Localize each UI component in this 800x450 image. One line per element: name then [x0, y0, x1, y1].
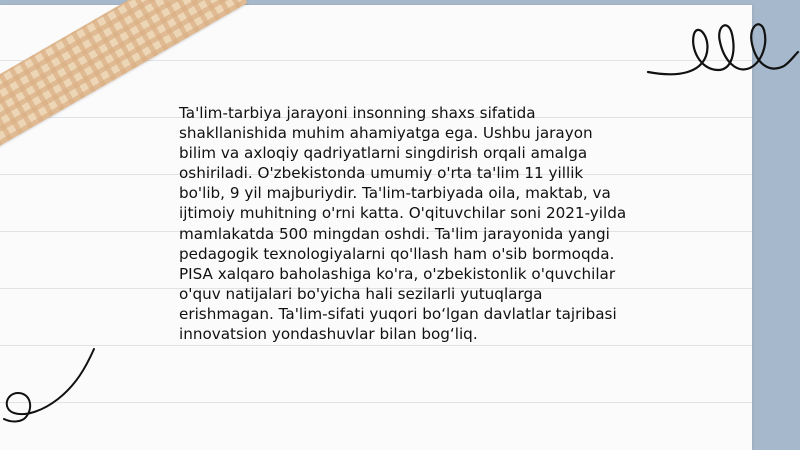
- body-paragraph: Ta'lim-tarbiya jarayoni insonning shaxs sifatida shakllanishida muhim ahamiyatga ega. Ushbu jarayon bilim va axloqiy qadriyatlarni singdirish orqali amalga oshiriladi. O'zbekistonda umumiy o'rta ta'lim 11 yillik bo'lib, 9 yil majburiydir. Ta'lim-tarbiyada oila, maktab, va ijtimoiy muhitning o'rni katta. O'qituvchilar soni 2021-yilda mamlakatda 500 mingdan oshdi. Ta'lim jarayonida yangi pedagogik texnologiyalarni qo'llash ham o'sib bormoqda. PISA xalqaro baholashiga ko'ra, o'zbekistonlik o'quvchilar o'quv natijalari bo'yicha hali sezilarli yutuqlarga erishmagan. Ta'lim-sifati yuqori bo‘lgan davlatlar tajribasi innovatsion yondashuvlar bilan bog‘liq.: [179, 104, 627, 344]
- swirl-scribble-icon: [0, 345, 110, 425]
- loop-scribble-icon: [640, 12, 800, 84]
